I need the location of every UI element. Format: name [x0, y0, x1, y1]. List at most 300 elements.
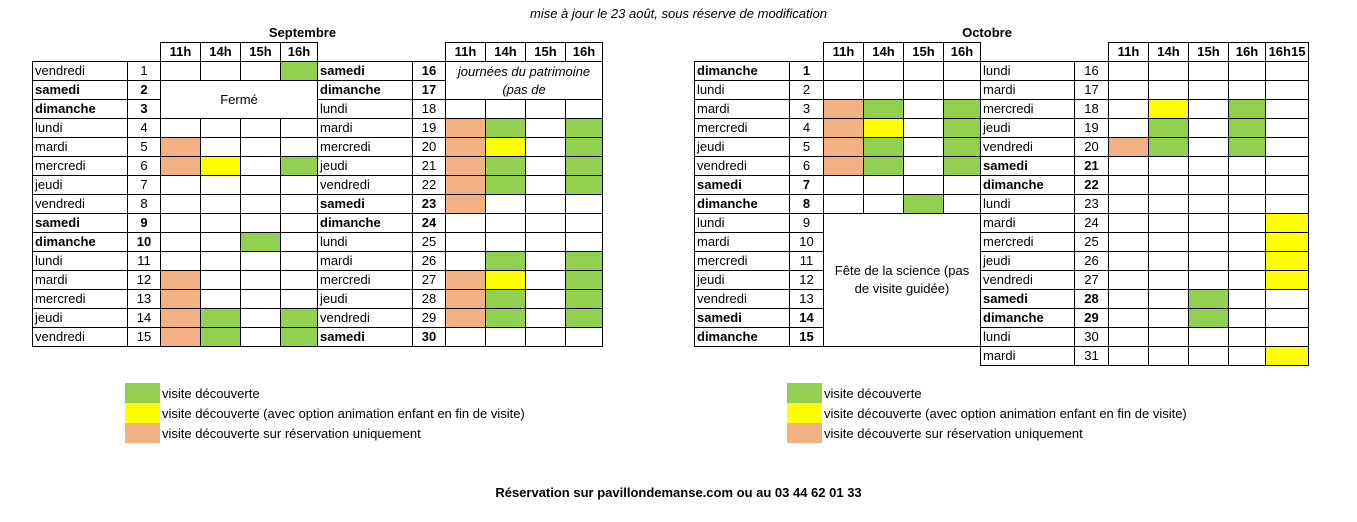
legend-swatch: [787, 383, 822, 403]
slot-cell-yellow: [201, 157, 241, 176]
slot-cell-empty: [1229, 176, 1266, 195]
slot-cell-empty: [1189, 157, 1229, 176]
slot-cell-empty: [161, 233, 201, 252]
slot-cell-green: [281, 62, 318, 81]
slot-cell-empty: [1149, 195, 1189, 214]
day-number-cell: 4: [128, 119, 161, 138]
day-number-cell: 10: [790, 233, 824, 252]
slot-cell-empty: [161, 176, 201, 195]
slot-cell-empty: [281, 271, 318, 290]
legend-item: [787, 383, 1187, 403]
september-legend: [125, 383, 525, 443]
slot-cell-empty: [566, 214, 603, 233]
closed-notice: Fête de la science (pas de visite guidée): [824, 214, 981, 347]
legend-item: [125, 423, 525, 443]
day-number-cell: 18: [413, 100, 446, 119]
table-row: [695, 271, 1309, 290]
time-slot-header: 16h15: [1266, 43, 1309, 62]
table-row: [33, 328, 603, 347]
slot-cell-empty: [904, 176, 944, 195]
slot-cell-empty: [201, 138, 241, 157]
table-row: [695, 328, 1309, 347]
day-name-cell: lundi: [695, 81, 790, 100]
day-name-cell: mardi: [695, 233, 790, 252]
header-spacer: [981, 43, 1109, 62]
day-name-cell: jeudi: [695, 138, 790, 157]
table-row: [695, 309, 1309, 328]
slot-cell-green: [281, 157, 318, 176]
day-number-cell: 29: [1075, 309, 1109, 328]
table-row: [695, 157, 1309, 176]
slot-cell-green: [486, 290, 526, 309]
slot-cell-empty: [824, 195, 864, 214]
slot-cell-empty: [1109, 347, 1149, 366]
legend-label: visite découverte sur réservation uniquement: [824, 425, 1083, 441]
table-row: [33, 195, 603, 214]
day-name-cell: lundi: [981, 195, 1075, 214]
day-name-cell: jeudi: [695, 271, 790, 290]
day-number-cell: 26: [413, 252, 446, 271]
slot-cell-empty: [1266, 100, 1309, 119]
day-name-cell: lundi: [318, 100, 413, 119]
table-row: [33, 138, 603, 157]
slot-cell-orange: [446, 290, 486, 309]
slot-cell-green: [944, 100, 981, 119]
slot-cell-empty: [904, 62, 944, 81]
slot-cell-empty: [526, 214, 566, 233]
slot-cell-empty: [904, 138, 944, 157]
day-name-cell: samedi: [695, 309, 790, 328]
day-number-cell: 20: [1075, 138, 1109, 157]
slot-cell-green: [566, 176, 603, 195]
slot-cell-empty: [241, 176, 281, 195]
empty-spacer: [904, 347, 944, 366]
day-number-cell: 5: [128, 138, 161, 157]
day-name-cell: dimanche: [695, 328, 790, 347]
legend-label: visite découverte: [824, 385, 922, 401]
day-number-cell: 15: [790, 328, 824, 347]
slot-cell-empty: [1229, 62, 1266, 81]
slot-cell-empty: [241, 138, 281, 157]
slot-cell-empty: [1149, 309, 1189, 328]
day-number-cell: 22: [1075, 176, 1109, 195]
slot-cell-empty: [486, 100, 526, 119]
slot-cell-empty: [201, 62, 241, 81]
slot-cell-orange: [161, 138, 201, 157]
slot-cell-empty: [1149, 214, 1189, 233]
slot-cell-empty: [241, 309, 281, 328]
slot-cell-empty: [1266, 81, 1309, 100]
slot-cell-empty: [486, 233, 526, 252]
slot-cell-empty: [1109, 176, 1149, 195]
slot-cell-empty: [1266, 176, 1309, 195]
day-number-cell: 5: [790, 138, 824, 157]
slot-cell-green: [486, 157, 526, 176]
day-number-cell: 13: [128, 290, 161, 309]
slot-cell-empty: [241, 328, 281, 347]
slot-cell-empty: [526, 119, 566, 138]
slot-cell-empty: [486, 195, 526, 214]
day-number-cell: 28: [413, 290, 446, 309]
time-slot-header: 11h: [824, 43, 864, 62]
slot-cell-empty: [864, 195, 904, 214]
slot-cell-empty: [1149, 252, 1189, 271]
day-name-cell: vendredi: [318, 309, 413, 328]
day-name-cell: dimanche: [981, 309, 1075, 328]
slot-cell-empty: [1109, 157, 1149, 176]
slot-cell-green: [1229, 100, 1266, 119]
day-number-cell: 14: [128, 309, 161, 328]
time-slot-header: 16h: [566, 43, 603, 62]
slot-cell-empty: [241, 62, 281, 81]
slot-cell-empty: [526, 100, 566, 119]
time-slot-header: 15h: [526, 43, 566, 62]
table-row: [695, 290, 1309, 309]
slot-cell-empty: [1266, 157, 1309, 176]
table-row: [695, 195, 1309, 214]
day-number-cell: 23: [1075, 195, 1109, 214]
day-number-cell: 30: [413, 328, 446, 347]
slot-cell-empty: [944, 176, 981, 195]
slot-cell-empty: [1229, 195, 1266, 214]
day-number-cell: 1: [128, 62, 161, 81]
slot-cell-empty: [526, 328, 566, 347]
slot-cell-empty: [864, 81, 904, 100]
day-number-cell: 19: [413, 119, 446, 138]
slot-cell-orange: [446, 309, 486, 328]
slot-cell-green: [566, 271, 603, 290]
day-number-cell: 25: [413, 233, 446, 252]
slot-cell-orange: [161, 271, 201, 290]
table-row: [33, 271, 603, 290]
slot-cell-empty: [526, 271, 566, 290]
slot-cell-empty: [1189, 233, 1229, 252]
day-name-cell: mercredi: [33, 290, 128, 309]
legend-swatch: [125, 383, 160, 403]
day-number-cell: 13: [790, 290, 824, 309]
day-number-cell: 16: [1075, 62, 1109, 81]
day-name-cell: mardi: [33, 138, 128, 157]
slot-cell-empty: [1229, 309, 1266, 328]
slot-cell-empty: [1229, 271, 1266, 290]
slot-cell-empty: [281, 214, 318, 233]
header-spacer: [33, 43, 161, 62]
day-name-cell: mercredi: [318, 271, 413, 290]
table-row: [695, 119, 1309, 138]
day-number-cell: 16: [413, 62, 446, 81]
day-name-cell: vendredi: [981, 271, 1075, 290]
day-number-cell: 7: [790, 176, 824, 195]
day-name-cell: jeudi: [981, 252, 1075, 271]
slot-cell-orange: [824, 138, 864, 157]
day-name-cell: dimanche: [33, 233, 128, 252]
day-number-cell: 25: [1075, 233, 1109, 252]
time-slot-header: 11h: [446, 43, 486, 62]
slot-cell-empty: [281, 138, 318, 157]
slot-cell-empty: [1149, 81, 1189, 100]
slot-cell-empty: [904, 81, 944, 100]
slot-cell-empty: [201, 195, 241, 214]
day-name-cell: lundi: [981, 62, 1075, 81]
table-row: [33, 157, 603, 176]
slot-cell-empty: [201, 271, 241, 290]
day-name-cell: jeudi: [981, 119, 1075, 138]
slot-cell-empty: [526, 138, 566, 157]
slot-cell-empty: [1149, 290, 1189, 309]
day-number-cell: 21: [413, 157, 446, 176]
day-number-cell: 17: [1075, 81, 1109, 100]
day-number-cell: 11: [128, 252, 161, 271]
day-name-cell: mercredi: [695, 252, 790, 271]
day-number-cell: 27: [413, 271, 446, 290]
day-number-cell: 3: [128, 100, 161, 119]
day-name-cell: vendredi: [33, 328, 128, 347]
legend-item: [787, 403, 1187, 423]
day-number-cell: 30: [1075, 328, 1109, 347]
slot-cell-empty: [824, 81, 864, 100]
update-note: mise à jour le 23 août, sous réserve de modification: [530, 6, 827, 21]
table-row: [33, 309, 603, 328]
slot-cell-empty: [241, 157, 281, 176]
table-row: [33, 100, 603, 119]
empty-spacer: [944, 347, 981, 366]
slot-cell-empty: [526, 176, 566, 195]
day-name-cell: mardi: [33, 271, 128, 290]
table-row: [33, 62, 603, 81]
legend-swatch: [125, 403, 160, 423]
legend-item: [125, 403, 525, 423]
slot-cell-yellow: [486, 271, 526, 290]
day-name-cell: dimanche: [33, 100, 128, 119]
slot-cell-orange: [161, 290, 201, 309]
day-number-cell: 12: [128, 271, 161, 290]
slot-cell-green: [1149, 119, 1189, 138]
table-row: [695, 62, 1309, 81]
time-slot-header: 16h: [281, 43, 318, 62]
time-slot-header: 15h: [904, 43, 944, 62]
slot-cell-empty: [281, 119, 318, 138]
slot-cell-empty: [486, 328, 526, 347]
day-number-cell: 24: [1075, 214, 1109, 233]
slot-cell-green: [486, 252, 526, 271]
slot-cell-green: [864, 157, 904, 176]
slot-cell-empty: [526, 309, 566, 328]
legend-label: visite découverte (avec option animation enfant en fin de visite): [162, 405, 525, 421]
slot-cell-orange: [1109, 138, 1149, 157]
day-number-cell: 27: [1075, 271, 1109, 290]
slot-cell-empty: [1229, 214, 1266, 233]
day-number-cell: 6: [790, 157, 824, 176]
slot-cell-green: [566, 290, 603, 309]
slot-cell-empty: [1109, 309, 1149, 328]
day-name-cell: jeudi: [318, 157, 413, 176]
day-name-cell: dimanche: [318, 81, 413, 100]
closed-notice: Fermé: [161, 81, 318, 119]
slot-cell-orange: [824, 100, 864, 119]
day-name-cell: jeudi: [318, 290, 413, 309]
legend-label: visite découverte (avec option animation enfant en fin de visite): [824, 405, 1187, 421]
slot-cell-green: [566, 309, 603, 328]
slot-cell-empty: [241, 214, 281, 233]
slot-cell-green: [1229, 119, 1266, 138]
slot-cell-empty: [1109, 62, 1149, 81]
header-spacer: [695, 43, 824, 62]
header-row: [33, 43, 603, 62]
slot-cell-empty: [1229, 233, 1266, 252]
day-number-cell: 24: [413, 214, 446, 233]
slot-cell-empty: [281, 233, 318, 252]
time-slot-header: 14h: [1149, 43, 1189, 62]
slot-cell-orange: [824, 157, 864, 176]
slot-cell-green: [1149, 138, 1189, 157]
time-slot-header: 14h: [486, 43, 526, 62]
day-name-cell: vendredi: [318, 176, 413, 195]
slot-cell-empty: [824, 62, 864, 81]
day-number-cell: 2: [128, 81, 161, 100]
slot-cell-empty: [446, 233, 486, 252]
slot-cell-empty: [1229, 328, 1266, 347]
slot-cell-empty: [1109, 233, 1149, 252]
slot-cell-green: [486, 119, 526, 138]
header-spacer: [318, 43, 446, 62]
day-number-cell: 14: [790, 309, 824, 328]
day-number-cell: 3: [790, 100, 824, 119]
table-row: [695, 138, 1309, 157]
slot-cell-empty: [526, 233, 566, 252]
slot-cell-empty: [1229, 157, 1266, 176]
day-number-cell: 15: [128, 328, 161, 347]
table-row: [695, 214, 1309, 233]
day-name-cell: mercredi: [318, 138, 413, 157]
day-number-cell: 7: [128, 176, 161, 195]
slot-cell-empty: [526, 252, 566, 271]
slot-cell-empty: [1109, 81, 1149, 100]
slot-cell-empty: [904, 100, 944, 119]
slot-cell-empty: [864, 62, 904, 81]
day-name-cell: dimanche: [981, 176, 1075, 195]
slot-cell-empty: [566, 100, 603, 119]
slot-cell-green: [944, 157, 981, 176]
slot-cell-empty: [1109, 252, 1149, 271]
day-number-cell: 31: [1075, 347, 1109, 366]
slot-cell-empty: [1189, 347, 1229, 366]
table-row: [695, 100, 1309, 119]
slot-cell-yellow: [1266, 252, 1309, 271]
slot-cell-empty: [201, 290, 241, 309]
time-slot-header: 11h: [161, 43, 201, 62]
slot-cell-empty: [1229, 81, 1266, 100]
slot-cell-empty: [281, 290, 318, 309]
slot-cell-empty: [1149, 157, 1189, 176]
slot-cell-empty: [1189, 138, 1229, 157]
slot-cell-green: [486, 309, 526, 328]
table-row: [695, 252, 1309, 271]
slot-cell-yellow: [1266, 233, 1309, 252]
empty-spacer: [695, 347, 790, 366]
slot-cell-empty: [1149, 233, 1189, 252]
slot-cell-empty: [486, 214, 526, 233]
day-number-cell: 8: [790, 195, 824, 214]
day-name-cell: lundi: [318, 233, 413, 252]
day-name-cell: mercredi: [981, 100, 1075, 119]
legend-swatch: [787, 423, 822, 443]
slot-cell-empty: [201, 119, 241, 138]
legend-swatch: [125, 423, 160, 443]
slot-cell-orange: [446, 157, 486, 176]
slot-cell-empty: [1109, 290, 1149, 309]
slot-cell-empty: [526, 157, 566, 176]
day-number-cell: 1: [790, 62, 824, 81]
day-name-cell: samedi: [318, 195, 413, 214]
slot-cell-green: [904, 195, 944, 214]
legend-item: [787, 423, 1187, 443]
slot-cell-empty: [1229, 252, 1266, 271]
slot-cell-empty: [944, 81, 981, 100]
slot-cell-yellow: [864, 119, 904, 138]
day-name-cell: mardi: [695, 100, 790, 119]
slot-cell-green: [944, 138, 981, 157]
slot-cell-empty: [1149, 62, 1189, 81]
slot-cell-yellow: [1266, 347, 1309, 366]
slot-cell-empty: [446, 328, 486, 347]
day-number-cell: 6: [128, 157, 161, 176]
slot-cell-orange: [824, 119, 864, 138]
slot-cell-empty: [1149, 328, 1189, 347]
table-row: [695, 81, 1309, 100]
day-name-cell: samedi: [33, 214, 128, 233]
day-number-cell: 23: [413, 195, 446, 214]
slot-cell-empty: [241, 119, 281, 138]
slot-cell-empty: [1189, 176, 1229, 195]
slot-cell-empty: [1189, 81, 1229, 100]
slot-cell-empty: [1189, 100, 1229, 119]
slot-cell-orange: [446, 119, 486, 138]
september-title: Septembre: [268, 25, 337, 40]
day-number-cell: 8: [128, 195, 161, 214]
day-number-cell: 19: [1075, 119, 1109, 138]
header-row: [695, 43, 1309, 62]
slot-cell-empty: [1189, 328, 1229, 347]
october-calendar-table: [694, 42, 1309, 366]
time-slot-header: 16h: [944, 43, 981, 62]
day-number-cell: 20: [413, 138, 446, 157]
slot-cell-green: [241, 233, 281, 252]
table-row: [33, 233, 603, 252]
day-number-cell: 10: [128, 233, 161, 252]
day-name-cell: mercredi: [695, 119, 790, 138]
table-row: [695, 347, 1309, 366]
slot-cell-empty: [1109, 100, 1149, 119]
slot-cell-empty: [1109, 271, 1149, 290]
slot-cell-orange: [446, 138, 486, 157]
slot-cell-yellow: [486, 138, 526, 157]
day-name-cell: dimanche: [695, 62, 790, 81]
slot-cell-empty: [944, 195, 981, 214]
day-name-cell: samedi: [981, 157, 1075, 176]
day-name-cell: dimanche: [695, 195, 790, 214]
slot-cell-green: [201, 309, 241, 328]
empty-spacer: [790, 347, 824, 366]
empty-spacer: [824, 347, 864, 366]
table-row: [695, 176, 1309, 195]
slot-cell-empty: [1229, 290, 1266, 309]
day-number-cell: 9: [790, 214, 824, 233]
day-number-cell: 22: [413, 176, 446, 195]
slot-cell-empty: [161, 119, 201, 138]
slot-cell-empty: [1266, 119, 1309, 138]
day-name-cell: vendredi: [981, 138, 1075, 157]
slot-cell-green: [1229, 138, 1266, 157]
